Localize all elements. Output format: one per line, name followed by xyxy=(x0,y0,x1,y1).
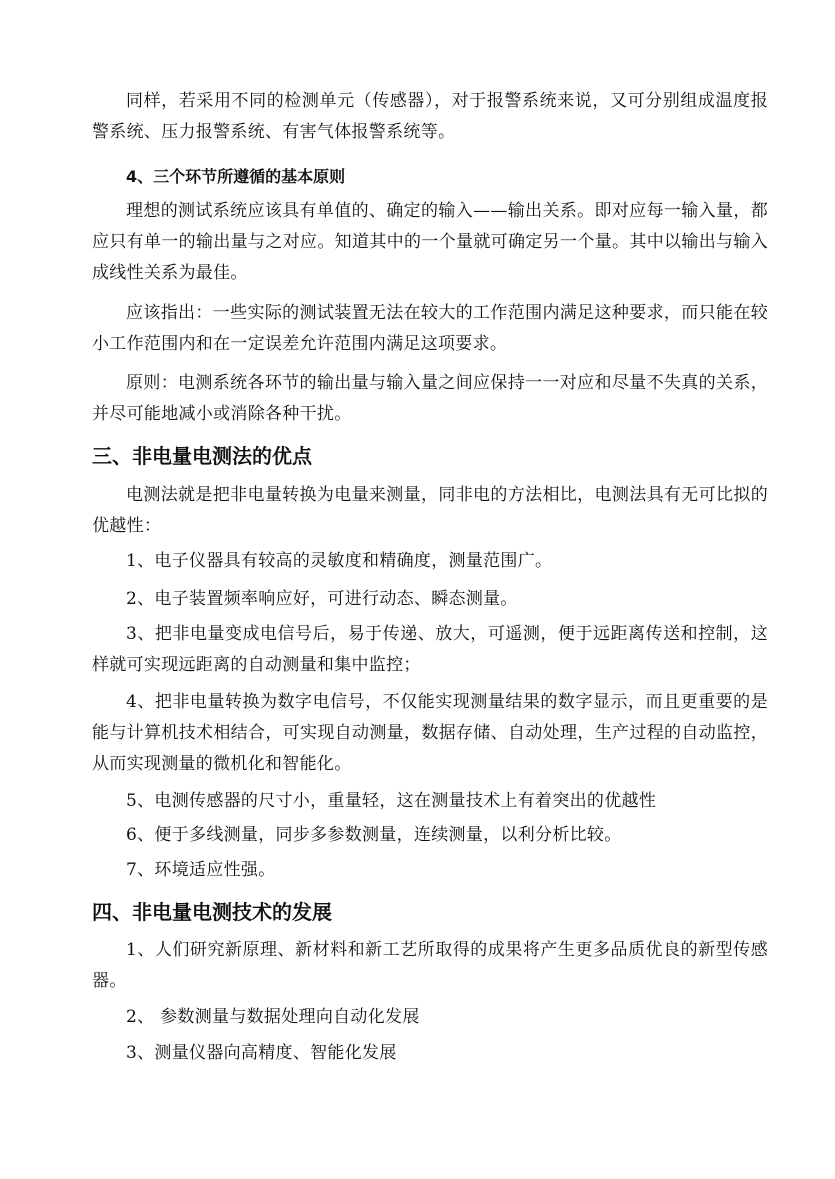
list-item-development-2: 2、 参数测量与数据处理向自动化发展 xyxy=(126,1007,420,1027)
section-heading-advantages: 三、非电量电测法的优点 xyxy=(92,444,312,468)
list-item-advantage-1: 1、电子仪器具有较高的灵敏度和精确度，测量范围广。 xyxy=(126,551,553,571)
list-item-development-3: 3、测量仪器向高精度、智能化发展 xyxy=(126,1043,397,1063)
paragraph-alarm-systems: 同样，若采用不同的检测单元（传感器），对于报警系统来说，又可分别组成温度报警系统、压力报警系统、有害气体报警系统等。 xyxy=(92,91,768,142)
section-heading-development: 四、非电量电测技术的发展 xyxy=(92,900,332,924)
paragraph-principle: 原则：电测系统各环节的输出量与输入量之间应保持一一对应和尽量不失真的关系，并尽可能地减小或消除各种干扰。 xyxy=(92,373,768,424)
list-item-advantage-4: 4、把非电量转换为数字电信号，不仅能实现测量结果的数字显示，而且更重要的是能与计算机技术相结合，可实现自动测量，数据存储、自动处理，生产过程的自动监控，从而实现测量的微机化和智能化。 xyxy=(92,692,768,774)
subheading-basic-principles: 4、三个环节所遵循的基本原则 xyxy=(126,167,346,186)
list-item-advantage-7: 7、环境适应性强。 xyxy=(126,860,276,880)
list-item-advantage-3: 3、把非电量变成电信号后，易于传递、放大，可遥测，便于远距离传送和控制，这样就可实现远距离的自动测量和集中监控； xyxy=(92,624,768,675)
list-item-advantage-2: 2、电子装置频率响应好，可进行动态、瞬态测量。 xyxy=(126,589,518,609)
list-item-development-1: 1、人们研究新原理、新材料和新工艺所取得的成果将产生更多品质优良的新型传感器。 xyxy=(92,940,768,991)
paragraph-advantages-intro: 电测法就是把非电量转换为电量来测量，同非电的方法相比，电测法具有无可比拟的优越性： xyxy=(92,485,768,536)
list-item-advantage-6: 6、便于多线测量，同步多参数测量，连续测量，以利分析比较。 xyxy=(126,825,622,845)
paragraph-note: 应该指出：一些实际的测试装置无法在较大的工作范围内满足这种要求，而只能在较小工作范围内和在一定误差允许范围内满足这项要求。 xyxy=(92,303,768,354)
list-item-advantage-5: 5、电测传感器的尺寸小，重量轻，这在测量技术上有着突出的优越性 xyxy=(126,791,657,811)
paragraph-ideal-system: 理想的测试系统应该具有单值的、确定的输入——输出关系。即对应每一输入量，都应只有单一的输出量与之对应。知道其中的一个量就可确定另一个量。其中以输出与输入成线性关系为最佳。 xyxy=(92,201,768,283)
